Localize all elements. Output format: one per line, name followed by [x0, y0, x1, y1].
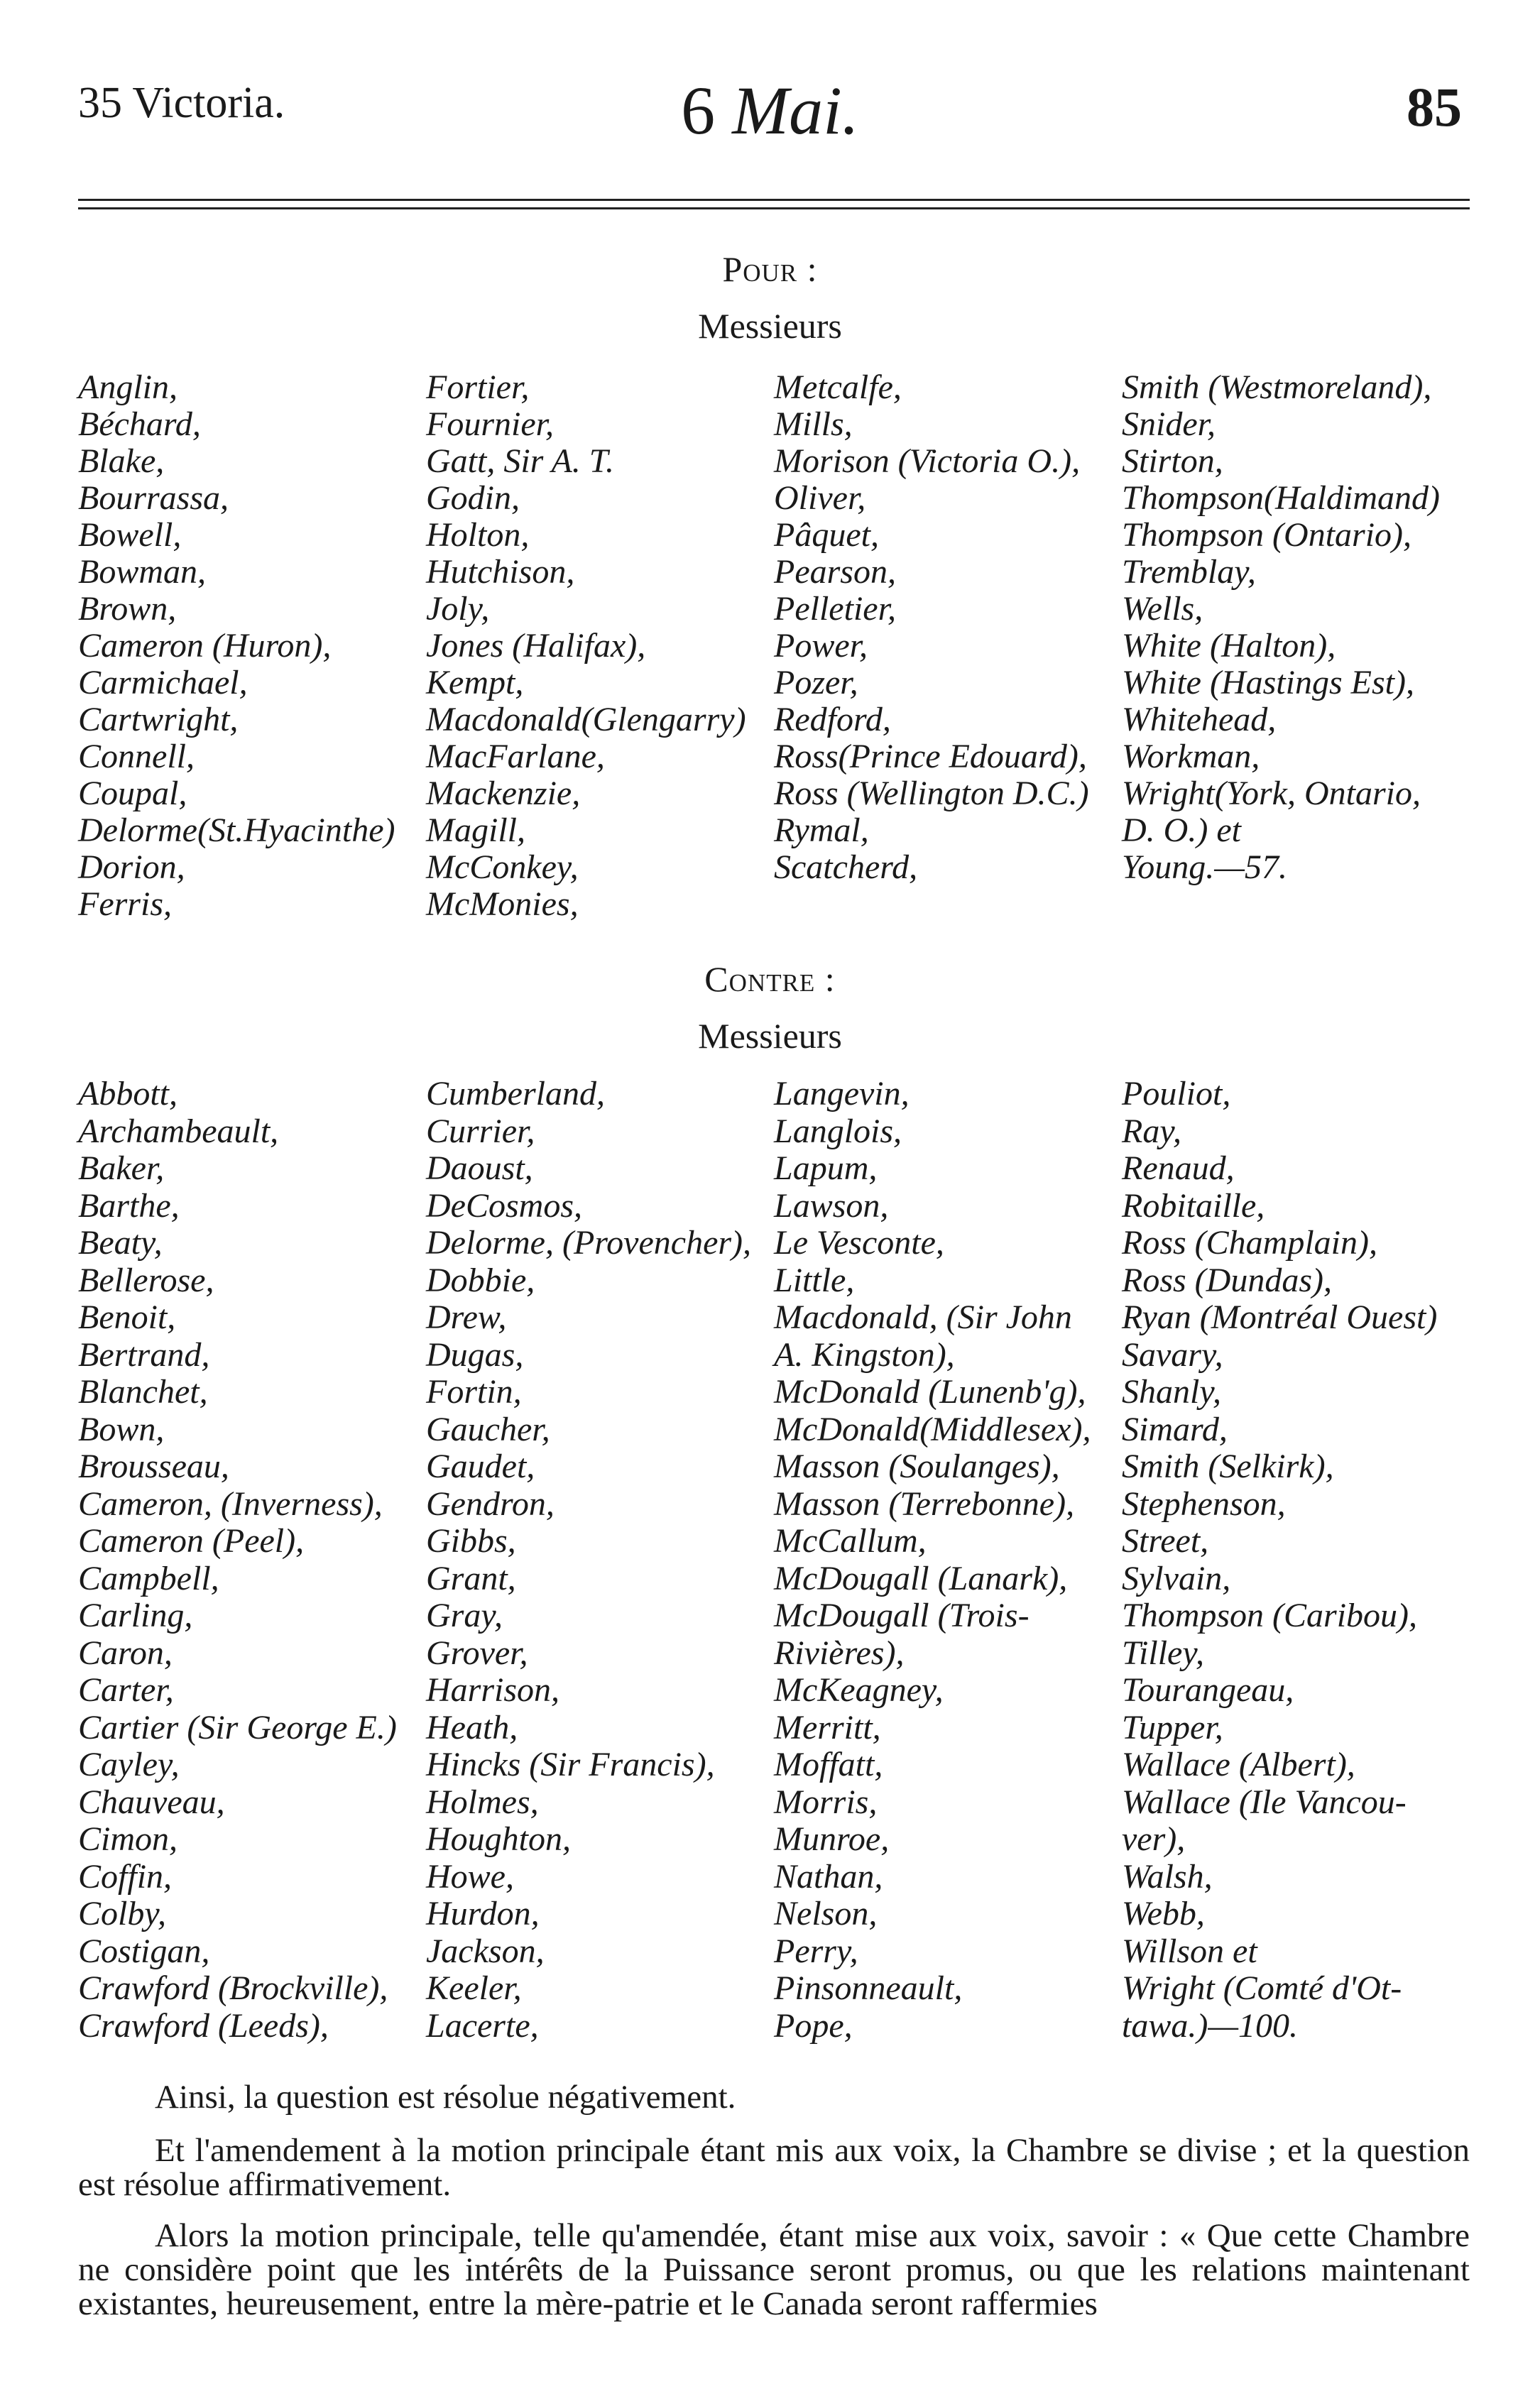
paragraph-result: Ainsi, la question est résolue négativement. [155, 2079, 736, 2116]
member-name: Webb, [1122, 1895, 1205, 1932]
member-name: Godin, [426, 479, 520, 517]
member-name: Magill, [426, 811, 525, 849]
member-name: Hurdon, [426, 1895, 540, 1932]
member-name: Blanchet, [78, 1373, 208, 1411]
member-name: D. O.) et [1122, 811, 1241, 849]
member-name: Wallace (Albert), [1122, 1746, 1355, 1783]
member-name: Brousseau, [78, 1448, 229, 1485]
member-name: Beaty, [78, 1224, 163, 1262]
member-name: Wallace (Ile Vancou- [1122, 1783, 1407, 1821]
member-name: Cumberland, [426, 1075, 605, 1112]
member-name: Langlois, [774, 1112, 902, 1150]
member-name: Carling, [78, 1597, 193, 1634]
member-name: Crawford (Brockville), [78, 1969, 388, 2007]
member-name: Grant, [426, 1559, 516, 1597]
member-name: Bellerose, [78, 1261, 214, 1299]
member-name: Carter, [78, 1671, 174, 1709]
member-name: Robitaille, [1122, 1186, 1265, 1225]
member-name: McCallum, [774, 1522, 927, 1560]
member-name: White (Hastings Est), [1122, 664, 1414, 701]
member-name: Bourrassa, [78, 479, 229, 517]
member-name: Scatcherd, [774, 848, 918, 886]
member-name: Nelson, [774, 1895, 878, 1932]
contre-subtitle: Messieurs [698, 1016, 842, 1056]
member-name: Caron, [78, 1634, 173, 1672]
member-name: Mackenzie, [426, 775, 581, 812]
member-name: Cameron, (Inverness), [78, 1484, 383, 1523]
member-name: Gendron, [426, 1484, 555, 1523]
member-name: McKeagney, [774, 1671, 944, 1709]
member-name: Baker, [78, 1149, 165, 1187]
member-name: Currier, [426, 1112, 535, 1150]
member-name: Dorion, [78, 848, 185, 886]
member-name: Willson et [1122, 1932, 1257, 1970]
member-name: Shanly, [1122, 1373, 1221, 1411]
member-name: Ross (Dundas), [1122, 1261, 1332, 1299]
member-name: Macdonald(Glengarry) [426, 701, 746, 738]
member-name: Whitehead, [1122, 701, 1277, 738]
member-name: Blake, [78, 442, 165, 480]
contre-column-3 [774, 1076, 1129, 2045]
member-name: Ross (Wellington D.C.) [774, 775, 1089, 812]
member-name: Abbott, [78, 1075, 178, 1112]
member-name: Benoit, [78, 1298, 176, 1336]
member-name: Bown, [78, 1410, 165, 1448]
header-rule-lower [78, 207, 1470, 209]
member-name: Street, [1122, 1522, 1209, 1560]
member-name: Keeler, [426, 1969, 522, 2007]
member-name: Stephenson, [1122, 1484, 1286, 1523]
member-name: Smith (Selkirk), [1122, 1448, 1334, 1485]
member-name: Pozer, [774, 664, 858, 701]
member-name: Chauveau, [78, 1783, 225, 1821]
page-number: 85 [1407, 76, 1462, 138]
pour-column-2 [426, 369, 781, 923]
member-name: Rivières), [774, 1634, 905, 1672]
member-name: Colby, [78, 1895, 167, 1932]
member-name: Lapum, [774, 1149, 878, 1187]
member-name: Pâquet, [774, 516, 879, 554]
member-name: Masson (Soulanges), [774, 1448, 1060, 1485]
member-name: Cameron (Huron), [78, 627, 332, 665]
member-name: Hincks (Sir Francis), [426, 1746, 715, 1783]
member-name: Simard, [1122, 1410, 1228, 1448]
member-name: Macdonald, (Sir John [774, 1298, 1072, 1336]
member-name: McDonald (Lunenb'g), [774, 1373, 1086, 1411]
member-name: Costigan, [78, 1932, 210, 1970]
contre-column-2 [426, 1076, 781, 2045]
member-name: Bertrand, [78, 1335, 210, 1374]
member-name: Pope, [774, 2006, 853, 2045]
member-name: Little, [774, 1261, 855, 1299]
member-name: Tilley, [1122, 1634, 1205, 1672]
member-name: Fournier, [426, 405, 554, 443]
header-rule [78, 199, 1470, 201]
member-name: Dobbie, [426, 1261, 535, 1299]
member-name: Thompson (Ontario), [1122, 516, 1412, 554]
member-name: Cameron (Peel), [78, 1522, 305, 1560]
member-name: Archambeault, [78, 1112, 279, 1150]
member-name: Rymal, [774, 811, 869, 849]
pour-title: Pour : [722, 249, 818, 289]
member-name: Coupal, [78, 775, 187, 812]
member-name: McDonald(Middlesex), [774, 1410, 1091, 1448]
member-name: Fortier, [426, 368, 530, 406]
member-name: DeCosmos, [426, 1186, 583, 1225]
member-name: Coffin, [78, 1857, 173, 1896]
member-name: McDougall (Lanark), [774, 1559, 1068, 1597]
pour-subtitle: Messieurs [698, 306, 842, 346]
member-name: Ray, [1122, 1112, 1181, 1150]
member-name: Cartwright, [78, 701, 239, 738]
member-name: Dugas, [426, 1335, 524, 1374]
member-name: Cayley, [78, 1746, 180, 1783]
member-name: Pinsonneault, [774, 1969, 963, 2007]
member-name: Power, [774, 627, 868, 665]
member-name: Mills, [774, 405, 853, 443]
member-name: Hutchison, [426, 553, 575, 591]
member-name: Tremblay, [1122, 553, 1256, 591]
member-name: Gibbs, [426, 1522, 516, 1560]
member-name: Connell, [78, 738, 195, 775]
member-name: Ferris, [78, 885, 172, 923]
paragraph-amendment: Et l'amendement à la motion principale étant mis aux voix, la Chambre se divise ; et la question est résolue affirmativement. [78, 2132, 1470, 2203]
member-name: Houghton, [426, 1820, 571, 1858]
member-name: Daoust, [426, 1149, 533, 1187]
member-name: McConkey, [426, 848, 579, 886]
member-name: Oliver, [774, 479, 866, 517]
member-name: Jackson, [426, 1932, 545, 1970]
member-name: Morison (Victoria O.), [774, 442, 1081, 480]
pour-column-3 [774, 369, 1129, 886]
member-name: Tourangeau, [1122, 1671, 1294, 1709]
member-name: Joly, [426, 590, 490, 628]
member-name: Thompson(Haldimand) [1122, 479, 1441, 517]
session-label: 35 Victoria. [78, 79, 285, 127]
member-name: Heath, [426, 1708, 518, 1746]
member-name: Wells, [1122, 590, 1203, 628]
member-name: Redford, [774, 701, 891, 738]
member-name: Bowell, [78, 516, 182, 554]
member-name: Jones (Halifax), [426, 627, 646, 665]
member-name: Campbell, [78, 1559, 219, 1597]
member-name: Lawson, [774, 1186, 889, 1225]
member-name: Holmes, [426, 1783, 539, 1821]
member-name: Crawford (Leeds), [78, 2006, 329, 2045]
member-name: Snider, [1122, 405, 1216, 443]
member-name: Sylvain, [1122, 1559, 1231, 1597]
member-name: Brown, [78, 590, 177, 628]
member-name: Merritt, [774, 1708, 881, 1746]
member-name: Pearson, [774, 553, 896, 591]
member-name: Grover, [426, 1634, 528, 1672]
member-name: Kempt, [426, 664, 524, 701]
member-name: Béchard, [78, 405, 201, 443]
member-name: McMonies, [426, 885, 579, 923]
member-name: Cimon, [78, 1820, 178, 1858]
page-header [0, 0, 1540, 177]
member-name: Langevin, [774, 1075, 910, 1112]
member-name: tawa.)—100. [1122, 2006, 1299, 2045]
member-name: Harrison, [426, 1671, 560, 1709]
member-name: Delorme(St.Hyacinthe) [78, 811, 395, 849]
contre-column-4 [1122, 1076, 1477, 2045]
member-name: Howe, [426, 1857, 514, 1896]
date-month: Mai. [732, 72, 859, 148]
member-name: White (Halton), [1122, 627, 1336, 665]
member-name: Moffatt, [774, 1746, 883, 1783]
member-name: Metcalfe, [774, 368, 902, 406]
member-name: Gray, [426, 1597, 503, 1634]
member-name: Delorme, (Provencher), [426, 1224, 752, 1262]
member-name: Gaucher, [426, 1410, 550, 1448]
member-name: Anglin, [78, 368, 178, 406]
member-name: Ryan (Montréal Ouest) [1122, 1298, 1438, 1336]
member-name: Holton, [426, 516, 530, 554]
contre-column-1 [78, 1076, 433, 2045]
member-name: Smith (Westmoreland), [1122, 368, 1432, 406]
contre-title: Contre : [704, 959, 836, 999]
member-name: Workman, [1122, 738, 1260, 775]
member-name: Nathan, [774, 1857, 883, 1896]
member-name: Le Vesconte, [774, 1224, 944, 1262]
member-name: MacFarlane, [426, 738, 605, 775]
member-name: Ross (Champlain), [1122, 1224, 1377, 1262]
member-name: Barthe, [78, 1186, 180, 1225]
pour-column-1 [78, 369, 433, 923]
member-name: Fortin, [426, 1373, 522, 1411]
member-name: Walsh, [1122, 1857, 1213, 1896]
member-name: Gaudet, [426, 1448, 535, 1485]
member-name: Cartier (Sir George E.) [78, 1708, 397, 1746]
member-name: Wright(York, Ontario, [1122, 775, 1421, 812]
member-name: Bowman, [78, 553, 206, 591]
member-name: Tupper, [1122, 1708, 1223, 1746]
pour-column-4 [1122, 369, 1477, 886]
member-name: Lacerte, [426, 2006, 539, 2045]
member-name: Thompson (Caribou), [1122, 1597, 1418, 1634]
member-name: Munroe, [774, 1820, 890, 1858]
member-name: Savary, [1122, 1335, 1223, 1374]
member-name: Carmichael, [78, 664, 248, 701]
member-name: A. Kingston), [774, 1335, 955, 1374]
member-name: ver), [1122, 1820, 1186, 1858]
member-name: McDougall (Trois- [774, 1597, 1030, 1634]
member-name: Morris, [774, 1783, 878, 1821]
member-name: Pouliot, [1122, 1075, 1231, 1112]
member-name: Gatt, Sir A. T. [426, 442, 614, 480]
member-name: Pelletier, [774, 590, 896, 628]
member-name: Renaud, [1122, 1149, 1235, 1187]
date-day: 6 [681, 72, 716, 148]
paragraph-main-motion: Alors la motion principale, telle qu'amendée, étant mise aux voix, savoir : « Que cette Chambre ne considère point que les intérêts de la Puissance seront promus, ou que les relations maintenant existantes, heureusement, entre la mère-patrie et le Canada seront raffermies [78, 2217, 1470, 2322]
member-name: Wright (Comté d'Ot- [1122, 1969, 1402, 2007]
page-date [0, 71, 1540, 150]
member-name: Stirton, [1122, 442, 1223, 480]
member-name: Perry, [774, 1932, 858, 1970]
member-name: Young.—57. [1122, 848, 1287, 886]
member-name: Ross(Prince Edouard), [774, 738, 1087, 775]
member-name: Drew, [426, 1298, 507, 1336]
member-name: Masson (Terrebonne), [774, 1484, 1075, 1523]
